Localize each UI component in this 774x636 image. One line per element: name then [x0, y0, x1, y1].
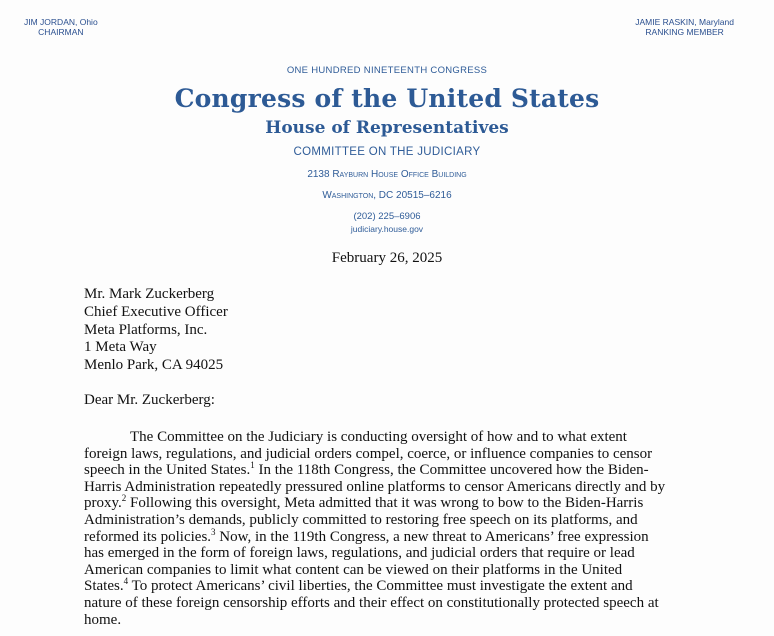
recipient-line: Chief Executive Officer: [84, 303, 228, 320]
ranking-member-name: JAMIE RASKIN, Maryland: [635, 17, 734, 27]
footnote-ref[interactable]: 3: [211, 526, 216, 537]
ranking-member-block: [635, 17, 734, 37]
committee-name: COMMITTEE ON THE JUDICIARY: [293, 146, 481, 158]
body-line: nature of these foreign censorship efforts and their effect on constitutionally protected speech at: [84, 594, 659, 611]
recipient-line: Mr. Mark Zuckerberg: [84, 286, 215, 302]
body-line: Harris Administration repeatedly pressured online platforms to censor Americans directly and by: [84, 478, 666, 495]
body-line: speech in the United States.$^1$ In the 118th Congress, the Committee uncovered how the Biden-: [84, 460, 649, 479]
office-phone: (202) 225–6906: [353, 211, 421, 222]
footnote-ref[interactable]: 1: [250, 460, 255, 471]
footnote-ref[interactable]: 4: [123, 576, 129, 587]
body-line: foreign laws, regulations, and judicial orders compel, coerce, or influence companies to censor: [84, 445, 653, 462]
body-line: Administration’s demands, publicly committed to restoring free speech on its platforms, and: [84, 511, 638, 528]
body-line: has emerged in the form of foreign laws, regulations, and judicial orders that require or lead: [84, 545, 635, 562]
office-city: Washington, DC 20515–6216: [322, 190, 452, 201]
website-link[interactable]: judiciary.house.gov: [350, 224, 424, 234]
recipient-line: 1 Meta Way: [84, 339, 157, 356]
office-address: 2138 Rayburn House Office Building: [307, 169, 467, 180]
congress-number: ONE HUNDRED NINETEENTH CONGRESS: [286, 65, 488, 76]
recipient-address: [84, 286, 228, 375]
body-line: reformed its policies.$^3$ Now, in the 119th Congress, a new threat to Americans’ free expression: [84, 526, 649, 545]
body-line: States.$^4$ To protect Americans’ civil liberties, the Committee must investigate the extent and: [84, 576, 633, 595]
chairman-name: JIM JORDAN, Ohio: [24, 17, 98, 27]
letter-body: [84, 429, 696, 628]
recipient-line: Menlo Park, CA 94025: [84, 357, 224, 374]
body-line: home.: [84, 611, 122, 628]
letter-date: February 26, 2025: [331, 250, 443, 266]
chairman-title: CHAIRMAN: [38, 27, 84, 37]
footnote-ref[interactable]: 2: [121, 493, 127, 504]
recipient-line: Meta Platforms, Inc.: [84, 321, 208, 338]
body-line: proxy.$^2$ Following this oversight, Meta admitted that it was wrong to bow to the Biden-Harris: [84, 493, 644, 512]
body-line: American companies to limit what content can be viewed on their platforms in the United: [84, 561, 623, 578]
salutation: Dear Mr. Zuckerberg:: [84, 392, 215, 408]
ranking-member-title: RANKING MEMBER: [645, 27, 724, 37]
body-line: The Committee on the Judiciary is conducting oversight of how and to what extent: [130, 429, 627, 445]
house-title: House of Representatives: [265, 118, 509, 138]
chairman-block: [24, 17, 98, 37]
congress-title: Congress of the United States: [174, 84, 600, 113]
